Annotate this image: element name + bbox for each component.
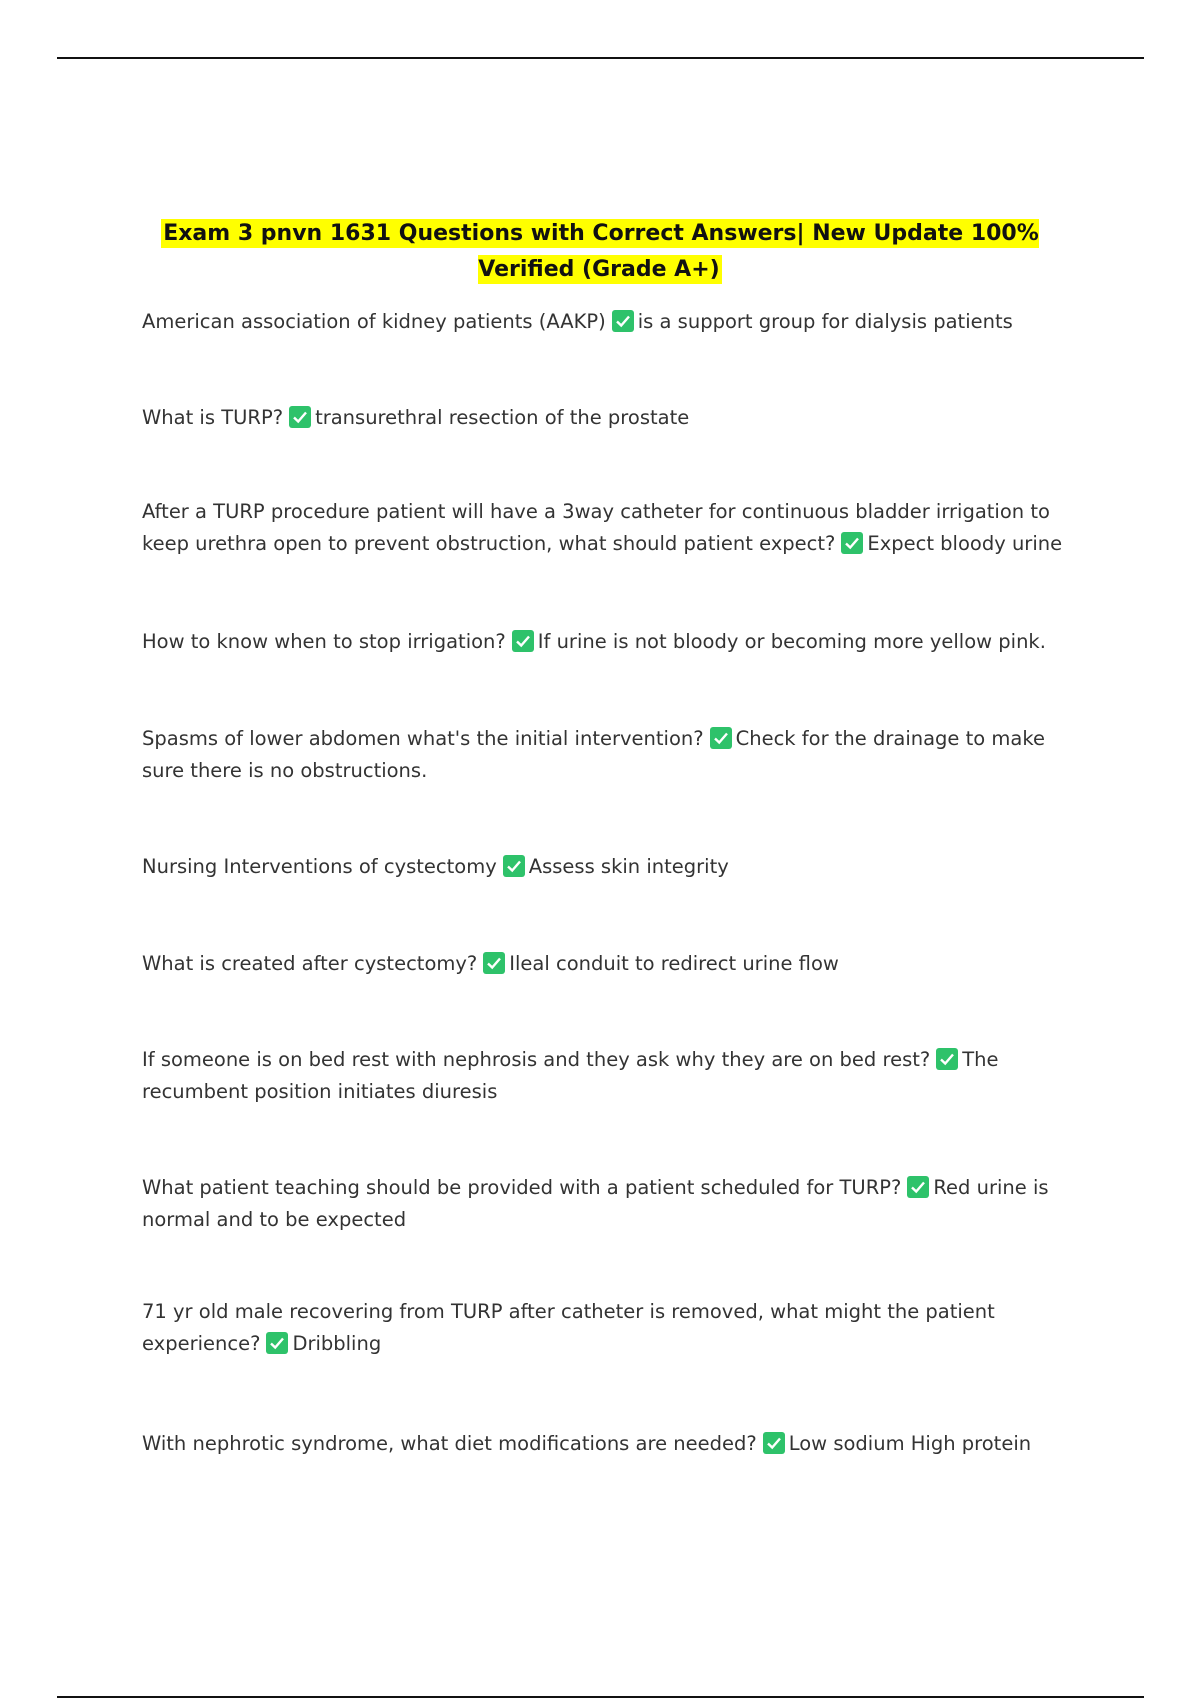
question-text: Nursing Interventions of cystectomy (142, 855, 497, 878)
check-mark-icon (266, 1332, 288, 1354)
qa-item (142, 402, 1072, 434)
answer-text: Red urine is normal and to be expected (142, 1176, 1049, 1231)
answer-text: transurethral resection of the prostate (315, 406, 690, 429)
qa-item (142, 1172, 1072, 1236)
qa-item (142, 723, 1072, 787)
check-mark-icon (512, 630, 534, 652)
qa-item (142, 1296, 1072, 1360)
check-mark-icon (289, 406, 311, 428)
question-text: If someone is on bed rest with nephrosis and they ask why they are on bed rest? (142, 1048, 931, 1071)
check-mark-icon (763, 1432, 785, 1454)
title-highlight: Exam 3 pnvn 1631 Questions with Correct Answers| New Update 100% Verified (Grade A+) (163, 221, 1039, 282)
qa-item (142, 948, 1072, 980)
check-mark-icon (503, 855, 525, 877)
qa-item (142, 851, 1072, 883)
answer-text: Dribbling (292, 1332, 382, 1355)
question-text: After a TURP procedure patient will have a 3way catheter for continuous bladder irrigation to keep urethra open to prevent obstruction, what should patient expect? (142, 500, 1050, 555)
answer-text: is a support group for dialysis patients (637, 310, 1013, 333)
check-mark-icon (907, 1176, 929, 1198)
qa-item (142, 1044, 1072, 1108)
answer-text: The recumbent position initiates diuresis (142, 1048, 999, 1103)
question-text: How to know when to stop irrigation? (142, 630, 506, 653)
answer-text: Low sodium High protein (788, 1432, 1032, 1455)
check-mark-icon (936, 1048, 958, 1070)
answer-text: Expect bloody urine (867, 532, 1063, 555)
bottom-rule (57, 1696, 1144, 1698)
answer-text: Assess skin integrity (528, 855, 729, 878)
document-title (120, 216, 1080, 288)
check-mark-icon (841, 532, 863, 554)
qa-item (142, 626, 1072, 658)
qa-item (142, 496, 1072, 560)
question-text: American association of kidney patients (AAKP) (142, 310, 606, 333)
question-text: What is TURP? (142, 406, 284, 429)
question-text: With nephrotic syndrome, what diet modifications are needed? (142, 1432, 757, 1455)
answer-text: Ileal conduit to redirect urine flow (509, 952, 839, 975)
qa-item (142, 1428, 1072, 1460)
check-mark-icon (612, 310, 634, 332)
question-text: What patient teaching should be provided with a patient scheduled for TURP? (142, 1176, 902, 1199)
qa-item (142, 306, 1072, 338)
check-mark-icon (710, 727, 732, 749)
check-mark-icon (483, 952, 505, 974)
question-text: What is created after cystectomy? (142, 952, 478, 975)
top-rule (57, 57, 1144, 59)
question-text: Spasms of lower abdomen what's the initial intervention? (142, 727, 704, 750)
answer-text: Check for the drainage to make sure there is no obstructions. (142, 727, 1045, 782)
answer-text: If urine is not bloody or becoming more yellow pink. (537, 630, 1046, 653)
question-text: 71 yr old male recovering from TURP after catheter is removed, what might the patient experience? (142, 1300, 995, 1355)
